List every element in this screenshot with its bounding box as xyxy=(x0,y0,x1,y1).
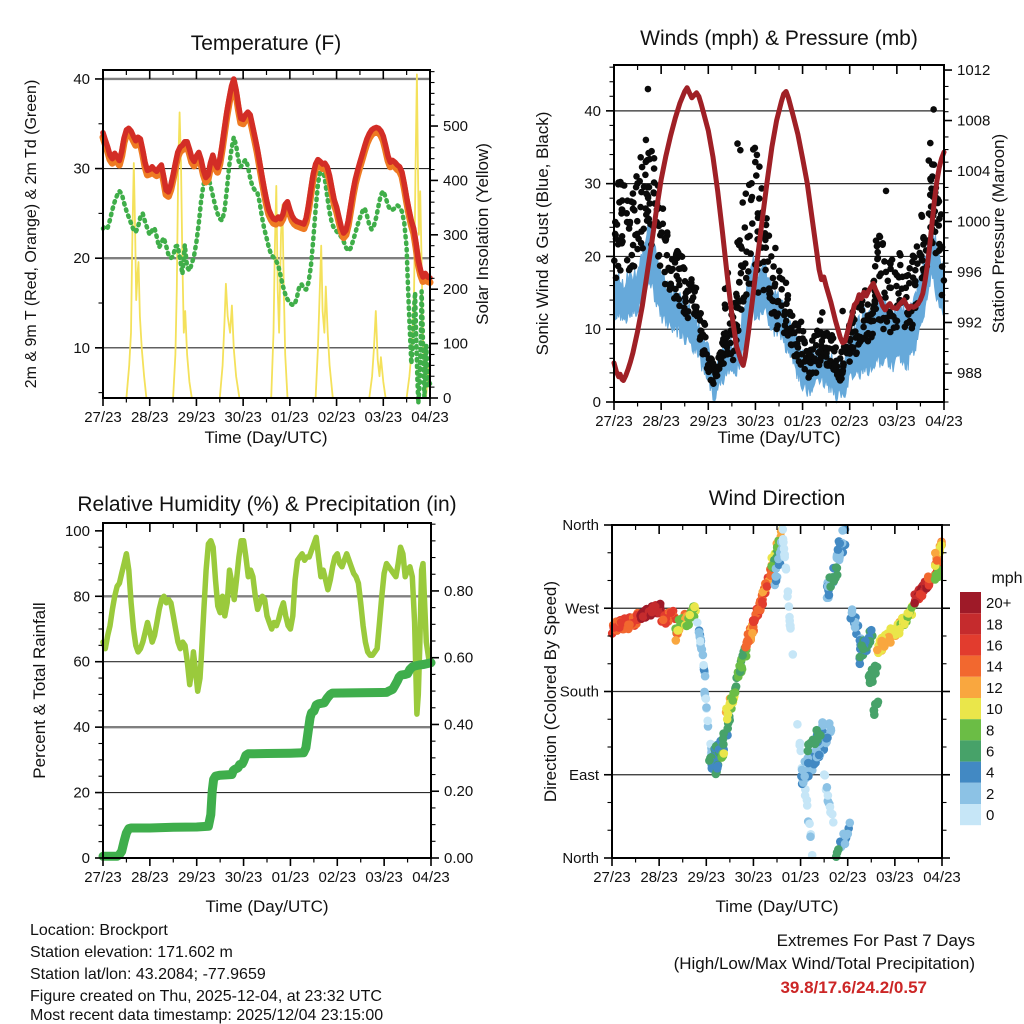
9m-t-orange xyxy=(103,83,430,282)
chart-title: Temperature (F) xyxy=(190,32,342,55)
y-tick-label-right: 100 xyxy=(443,335,469,353)
y-tick-label-left: 40 xyxy=(584,102,601,120)
y-tick-label-left: 100 xyxy=(64,522,90,540)
y-tick-label-left: 30 xyxy=(584,175,601,193)
legend-swatch-20+ xyxy=(960,592,981,613)
legend-label: 12 xyxy=(986,679,1003,697)
y-tick-label-right: 0.80 xyxy=(444,582,474,600)
chart-winds-pressure xyxy=(533,27,1008,447)
total-rainfall-green xyxy=(103,663,431,857)
y-tick-label-right: 992 xyxy=(957,314,983,332)
y-tick-label-left: 30 xyxy=(73,160,90,178)
y-tick-label-left: North xyxy=(562,850,599,867)
y-tick-label-right: 1004 xyxy=(957,163,991,181)
x-tick-label: 02/23 xyxy=(318,869,357,886)
y-tick-label-left: 40 xyxy=(73,719,90,737)
y-tick-label-right: 300 xyxy=(443,226,469,244)
x-axis-label: Time (Day/UTC) xyxy=(204,428,328,447)
x-tick-label: 27/23 xyxy=(84,409,122,426)
legend-label: 6 xyxy=(986,743,995,761)
y-tick-label-right: 996 xyxy=(957,263,983,281)
y-tick-label-left: East xyxy=(568,766,599,784)
x-tick-label: 04/23 xyxy=(923,869,961,886)
footer-location: Location: Brockport xyxy=(30,922,168,939)
y-tick-label-left: 40 xyxy=(73,70,90,88)
footer-timestamp: Most recent data timestamp: 2025/12/04 23:15:00 xyxy=(30,1007,384,1024)
x-tick-label: 01/23 xyxy=(271,869,310,886)
legend-swatch-16 xyxy=(960,634,981,655)
legend-label: 0 xyxy=(986,807,995,825)
y-tick-label-right: 500 xyxy=(443,118,469,136)
y-tick-label-left: West xyxy=(565,600,599,618)
legend-label: 8 xyxy=(986,722,995,740)
extremes-title: Extremes For Past 7 Days xyxy=(776,931,975,950)
x-tick-label: 27/23 xyxy=(595,413,633,430)
x-tick-label: 04/23 xyxy=(412,869,450,886)
y-tick-label-left: 10 xyxy=(584,321,601,339)
x-tick-label: 01/23 xyxy=(271,409,309,426)
y-axis-label-left: 2m & 9m T (Red, Orange) & 2m Td (Green) xyxy=(23,79,40,389)
legend-title: mph xyxy=(991,570,1023,587)
x-tick-label: 02/23 xyxy=(830,413,869,430)
chart-wind-direction xyxy=(541,487,1023,916)
x-tick-label: 29/23 xyxy=(687,869,726,886)
x-tick-label: 28/23 xyxy=(130,409,169,426)
legend-label: 20+ xyxy=(986,595,1012,613)
x-tick-label: 03/23 xyxy=(878,413,916,430)
chart-title: Relative Humidity (%) & Precipitation (in) xyxy=(77,493,457,516)
y-axis-label-right: Station Pressure (Maroon) xyxy=(989,133,1008,334)
y-axis-label-right: Solar Insolation (Yellow) xyxy=(473,143,492,325)
y-tick-label-left: 20 xyxy=(73,784,90,802)
2m-t-red xyxy=(103,79,430,278)
direction-dots xyxy=(608,525,946,861)
legend-label: 2 xyxy=(986,785,995,803)
y-tick-label-right: 0 xyxy=(443,390,452,407)
y-tick-label-left: 0 xyxy=(81,850,90,867)
x-tick-label: 30/23 xyxy=(736,413,775,430)
x-tick-label: 29/23 xyxy=(177,409,216,426)
legend-label: 18 xyxy=(986,616,1003,634)
y-axis-label-left: Percent & Total Rainfall xyxy=(30,602,49,779)
legend-swatch-2 xyxy=(960,783,981,804)
y-tick-label-right: 0.20 xyxy=(444,783,474,801)
x-tick-label: 30/23 xyxy=(224,409,262,426)
x-tick-label: 03/23 xyxy=(365,869,403,886)
x-tick-label: 02/23 xyxy=(317,409,356,426)
x-tick-label: 29/23 xyxy=(689,413,728,430)
y-tick-label-left: South xyxy=(559,683,599,701)
y-tick-label-left: 80 xyxy=(73,588,90,606)
x-tick-label: 01/23 xyxy=(781,869,820,886)
y-tick-label-right: 988 xyxy=(957,364,983,382)
chart-title: Winds (mph) & Pressure (mb) xyxy=(640,27,918,50)
footer-latlon: Station lat/lon: 43.2084; -77.9659 xyxy=(30,966,266,983)
legend-swatch-12 xyxy=(960,677,981,698)
x-tick-label: 28/23 xyxy=(131,869,169,886)
x-tick-label: 04/23 xyxy=(411,409,449,426)
x-axis-label: Time (Day/UTC) xyxy=(715,897,839,916)
legend-swatch-6 xyxy=(960,740,981,761)
x-tick-label: 30/23 xyxy=(224,869,263,886)
y-tick-label-left: 20 xyxy=(73,250,90,268)
footer-created: Figure created on Thu, 2025-12-04, at 23:32 UTC xyxy=(30,988,382,1005)
y-tick-label-left: North xyxy=(562,517,599,534)
y-tick-label-right: 1012 xyxy=(957,62,991,80)
x-axis-label: Time (Day/UTC) xyxy=(717,428,841,447)
solar-insolation-yellow xyxy=(124,74,430,398)
y-tick-label-left: 10 xyxy=(73,339,90,357)
y-tick-label-left: 60 xyxy=(73,653,90,671)
x-tick-label: 28/23 xyxy=(640,869,678,886)
y-tick-label-right: 0.60 xyxy=(444,649,474,667)
legend-label: 4 xyxy=(986,764,995,782)
x-tick-label: 27/23 xyxy=(593,869,631,886)
speed-legend xyxy=(960,570,1023,825)
legend-swatch-14 xyxy=(960,656,981,677)
y-axis-label-left: Direction (Colored By Speed) xyxy=(541,580,560,803)
legend-swatch-4 xyxy=(960,762,981,783)
legend-swatch-0 xyxy=(960,804,981,825)
chart-humidity-precip xyxy=(30,493,473,916)
x-tick-label: 03/23 xyxy=(364,409,403,426)
legend-label: 14 xyxy=(986,658,1003,676)
y-tick-label-right: 1008 xyxy=(957,112,991,130)
x-tick-label: 27/23 xyxy=(84,869,122,886)
chart-temperature xyxy=(23,32,492,447)
y-tick-label-left: 0 xyxy=(592,394,601,411)
extremes-values: 39.8/17.6/24.2/0.57 xyxy=(780,978,927,997)
legend-label: 10 xyxy=(986,701,1003,719)
y-tick-label-right: 0.40 xyxy=(444,716,474,734)
footer-elevation: Station elevation: 171.602 m xyxy=(30,944,233,961)
x-tick-label: 04/23 xyxy=(925,413,963,430)
extremes-subtitle: (High/Low/Max Wind/Total Precipitation) xyxy=(673,954,975,973)
x-tick-label: 02/23 xyxy=(828,869,867,886)
y-tick-label-right: 400 xyxy=(443,172,469,190)
y-tick-label-right: 1000 xyxy=(957,213,991,231)
legend-swatch-10 xyxy=(960,698,981,719)
legend-swatch-8 xyxy=(960,719,981,740)
chart-title: Wind Direction xyxy=(708,487,846,510)
legend-swatch-18 xyxy=(960,613,981,634)
y-tick-label-right: 0.00 xyxy=(444,850,474,867)
x-tick-label: 28/23 xyxy=(642,413,680,430)
relative-humidity-lightgreen xyxy=(103,537,431,714)
y-tick-label-right: 200 xyxy=(443,281,469,299)
y-axis-label-left: Sonic Wind & Gust (Blue, Black) xyxy=(533,111,552,356)
x-tick-label: 30/23 xyxy=(734,869,773,886)
legend-label: 16 xyxy=(986,637,1003,655)
x-tick-label: 29/23 xyxy=(177,869,216,886)
x-tick-label: 01/23 xyxy=(783,413,822,430)
x-axis-label: Time (Day/UTC) xyxy=(205,897,329,916)
y-tick-label-left: 20 xyxy=(584,248,601,266)
x-tick-label: 03/23 xyxy=(876,869,914,886)
